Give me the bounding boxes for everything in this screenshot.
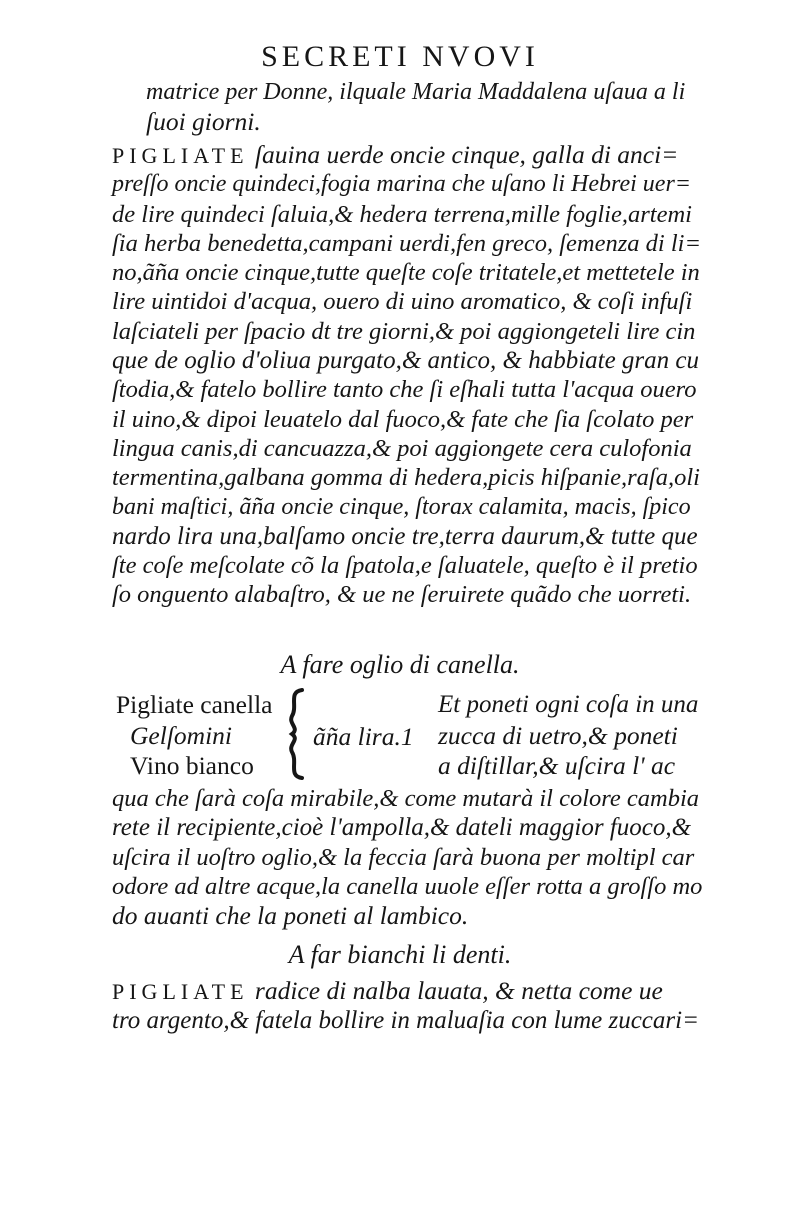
- text-line: [112, 140, 702, 170]
- lead-caps: PIGLIATE: [112, 143, 249, 168]
- text-line: uſcira il uoſtro oglio,& la feccia ſarà buona per moltipl car: [112, 843, 695, 871]
- text-line: matrice per Donne, ilquale Maria Maddalena uſaua a li: [146, 79, 686, 105]
- text-line: no,ãña oncie cinque,tutte queſte coſe tritatele,et mettetele in: [112, 259, 700, 287]
- text-line: ſo onguento alabaſtro, & ue ne ſeruirete quãdo che uorreti.: [112, 581, 692, 609]
- first-line-text: radice di nalba lauata, & netta come ue: [254, 976, 663, 1005]
- measure-text: ãña lira.1: [313, 722, 414, 751]
- text-line: tro argento,& fatela bollire in maluaſia con lume zuccari=: [112, 1007, 699, 1035]
- text-line: laſciateli per ſpacio dt tre giorni,& poi aggiongeteli lire cin: [112, 317, 696, 345]
- curly-brace-icon: [282, 686, 310, 782]
- denti-paragraph: [112, 976, 702, 1036]
- text-line: il uino,& dipoi leuatelo dal fuoco,& fate che ſia ſcolato per: [112, 405, 694, 433]
- canella-paragraph: [112, 784, 702, 930]
- ingredient-item: Gelſomini: [130, 720, 232, 750]
- text-line: lingua canis,di cancuazza,& poi aggiongete cera culofonia: [112, 434, 692, 462]
- text-line: odore ad altre acque,la canella uuole eſſer rotta a groſſo mo: [112, 872, 703, 900]
- text-line: qua che ſarà coſa mirabile,& come mutarà il colore cambia: [112, 785, 699, 812]
- text-line: [112, 976, 702, 1006]
- text-line: lire uintidoi d'acqua, ouero di uino aromatico, & coſi infuſi: [112, 288, 693, 316]
- text-line: nardo lira una,balſamo oncie tre,terra daurum,& tutte que: [112, 522, 698, 550]
- running-head: SECRETI NVOVI: [261, 40, 539, 73]
- text-line: ſuoi giorni.: [146, 107, 261, 137]
- first-line-text: ſauina uerde oncie cinque, galla di anci=: [254, 140, 679, 169]
- text-line: do auanti che la poneti al lambico.: [112, 901, 469, 931]
- text-line: ſte coſe meſcolate cõ la ſpatola,e ſaluatele, queſto è il pretio: [112, 552, 698, 580]
- text-line: termentina,galbana gomma di hedera,picis hiſpanie,raſa,oli: [112, 464, 700, 492]
- text-line: Et poneti ogni coſa in una: [438, 691, 699, 718]
- text-line: bani maſtici, ãña oncie cinque, ſtorax calamita, macis, ſpico: [112, 493, 691, 520]
- ingredient-list: [116, 690, 276, 782]
- intro-paragraph: [146, 78, 694, 137]
- lead-caps: PIGLIATE: [112, 979, 249, 1004]
- section-title-canella: A fare oglio di canella.: [280, 650, 520, 679]
- text-line: ſtodia,& fatelo bollire tanto che ſi eſhali tutta l'acqua ouero: [112, 376, 697, 404]
- text-line: zucca di uetro,& poneti: [438, 720, 678, 750]
- text-line: rete il recipiente,cioè l'ampolla,& dateli maggior fuoco,&: [112, 814, 692, 842]
- text-line: a diſtillar,& uſcira l' ac: [438, 751, 676, 780]
- instruction-column: [438, 690, 698, 782]
- ingredient-item: Vino bianco: [130, 751, 254, 780]
- section-title-denti: A far bianchi li denti.: [288, 940, 512, 969]
- text-line: ſia herba benedetta,campani uerdi,fen greco, ſemenza di li=: [112, 229, 701, 257]
- ingredient-item: Pigliate canella: [116, 690, 273, 719]
- text-line: de lire quindeci ſaluia,& hedera terrena,mille foglie,artemi: [112, 200, 692, 228]
- text-line: preſſo oncie quindeci,fogia marina che uſano li Hebrei uer=: [112, 171, 691, 198]
- recipe-paragraph: [112, 140, 702, 610]
- text-line: que de oglio d'oliua purgato,& antico, & habbiate gran cu: [112, 347, 700, 375]
